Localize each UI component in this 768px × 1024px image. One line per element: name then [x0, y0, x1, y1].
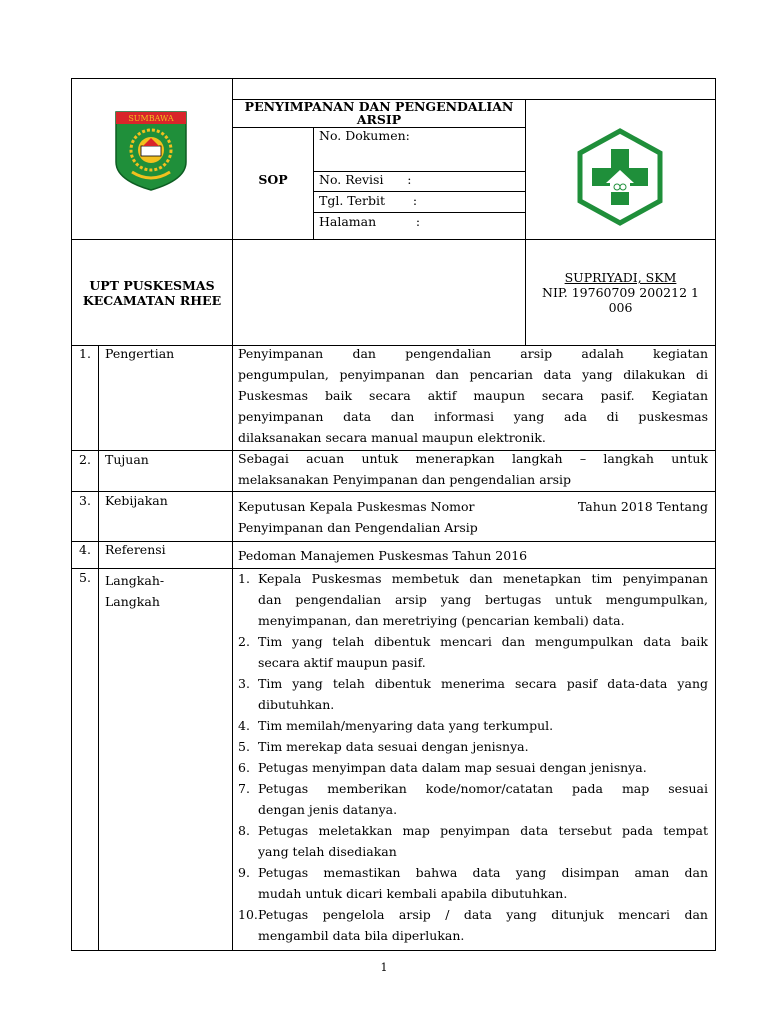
step-line: Petugas pengelola arsip / data yang ditunjuk mencari dan	[258, 907, 708, 922]
section-5-label-line2: Langkah	[105, 594, 160, 609]
section-2-line: Sebagai acuan untuk menerapkan langkah – langkah untuk	[238, 451, 708, 466]
step-item	[238, 715, 708, 736]
step-number: 8.	[238, 823, 250, 838]
step-number: 4.	[238, 718, 250, 733]
step-line: dan pengendalian arsip yang bertugas untuk mengumpulkan,	[258, 592, 708, 607]
section-4-number: 4.	[79, 542, 91, 557]
step-item	[238, 568, 708, 631]
step-number: 2.	[238, 634, 250, 649]
section-4-text: Pedoman Manajemen Puskesmas Tahun 2016	[238, 548, 528, 563]
step-item	[238, 673, 708, 715]
step-line: mudah untuk dicari kembali apabila dibutuhkan.	[258, 886, 568, 901]
step-item	[238, 862, 708, 904]
section-3-text-part2: Tahun 2018 Tentang	[577, 499, 708, 514]
step-line: secara aktif maupun pasif.	[258, 655, 426, 670]
step-line: Petugas meletakkan map penyimpan data tersebut pada tempat	[258, 823, 708, 838]
section-5-label-line1: Langkah-	[105, 573, 165, 588]
step-line: Petugas memastikan bahwa data yang disimpan aman dan	[258, 865, 708, 880]
step-line: mengambil data bila diperlukan.	[258, 928, 465, 943]
section-5-label	[105, 570, 164, 612]
svg-text:SUMBAWA: SUMBAWA	[128, 114, 174, 123]
section-3-text-line2: Penyimpanan dan Pengendalian Arsip	[238, 520, 478, 535]
step-item	[238, 736, 708, 757]
step-item	[238, 778, 708, 820]
step-line: Kepala Puskesmas membetuk dan menetapkan tim penyimpanan	[258, 571, 708, 586]
section-2-label: Tujuan	[105, 452, 149, 467]
step-line: yang telah disediakan	[258, 844, 397, 859]
section-1-line: dilaksanakan secara manual maupun elektronik.	[238, 430, 546, 445]
section-2-number: 2.	[79, 452, 91, 467]
step-number: 6.	[238, 760, 250, 775]
section-1-text	[238, 343, 708, 448]
sumbawa-emblem-logo	[110, 110, 192, 192]
step-line: Tim memilah/menyaring data yang terkumpul.	[258, 718, 554, 733]
tgl-terbit-label: Tgl. Terbit :	[319, 193, 418, 208]
step-item	[238, 820, 708, 862]
halaman-label: Halaman :	[319, 214, 421, 229]
no-dokumen-label: No. Dokumen:	[319, 128, 410, 143]
section-2-text	[238, 448, 708, 490]
organization-name	[72, 278, 232, 308]
section-3-label: Kebijakan	[105, 493, 168, 508]
step-item	[238, 757, 708, 778]
puskesmas-logo	[576, 128, 664, 226]
page-number: 1	[380, 961, 388, 974]
step-line: Petugas menyimpan data dalam map sesuai dengan jenisnya.	[258, 760, 647, 775]
step-line: dibutuhkan.	[258, 697, 335, 712]
section-3-text-part1: Keputusan Kepala Puskesmas Nomor	[238, 499, 475, 514]
signer-nip-line2: 006	[608, 300, 633, 315]
step-line: Tim merekap data sesuai dengan jenisnya.	[258, 739, 529, 754]
signer-nip-line1: NIP. 19760709 200212 1	[542, 285, 699, 300]
section-3-number: 3.	[79, 493, 91, 508]
step-number: 5.	[238, 739, 250, 754]
section-1-line: pengumpulan, penyimpanan dan pencarian data yang dilakukan di	[238, 367, 708, 382]
step-line: menyimpanan, dan meretriying (pencarian kembali) data.	[258, 613, 625, 628]
no-revisi-label: No. Revisi :	[319, 172, 412, 187]
document-title	[233, 100, 525, 126]
section-4-label: Referensi	[105, 542, 166, 557]
organization-name-line2: KECAMATAN RHEE	[82, 293, 222, 308]
step-number: 3.	[238, 676, 250, 691]
section-1-label: Pengertian	[105, 346, 175, 361]
section-5-number: 5.	[79, 570, 91, 585]
step-number: 10.	[238, 907, 258, 922]
step-item	[238, 631, 708, 673]
document-title-line1: PENYIMPANAN DAN PENGENDALIAN	[244, 99, 514, 114]
sop-label: SOP	[258, 172, 288, 187]
document-title-line2: ARSIP	[356, 112, 402, 127]
signer-name: SUPRIYADI, SKM	[564, 270, 677, 285]
procedure-steps-list	[238, 568, 708, 946]
section-1-line: penyimpanan data dan informasi yang ada di puskesmas	[238, 409, 708, 424]
step-number: 9.	[238, 865, 250, 880]
step-number: 1.	[238, 571, 250, 586]
step-line: Petugas memberikan kode/nomor/catatan pada map sesuai	[258, 781, 708, 796]
step-item	[238, 904, 708, 946]
step-line: Tim yang telah dibentuk mencari dan mengumpulkan data baik	[258, 634, 708, 649]
step-line: dengan jenis datanya.	[258, 802, 398, 817]
section-2-line: melaksanakan Penyimpanan dan pengendalian arsip	[238, 472, 572, 487]
section-1-number: 1.	[79, 346, 91, 361]
organization-name-line1: UPT PUSKESMAS	[89, 278, 215, 293]
section-1-line: Puskesmas baik secara aktif maupun secara pasif. Kegiatan	[238, 388, 708, 403]
signer-block	[526, 270, 715, 315]
section-1-line: Penyimpanan dan pengendalian arsip adalah kegiatan	[238, 346, 708, 361]
step-line: Tim yang telah dibentuk menerima secara pasif data-data yang	[258, 676, 708, 691]
step-number: 7.	[238, 781, 250, 796]
